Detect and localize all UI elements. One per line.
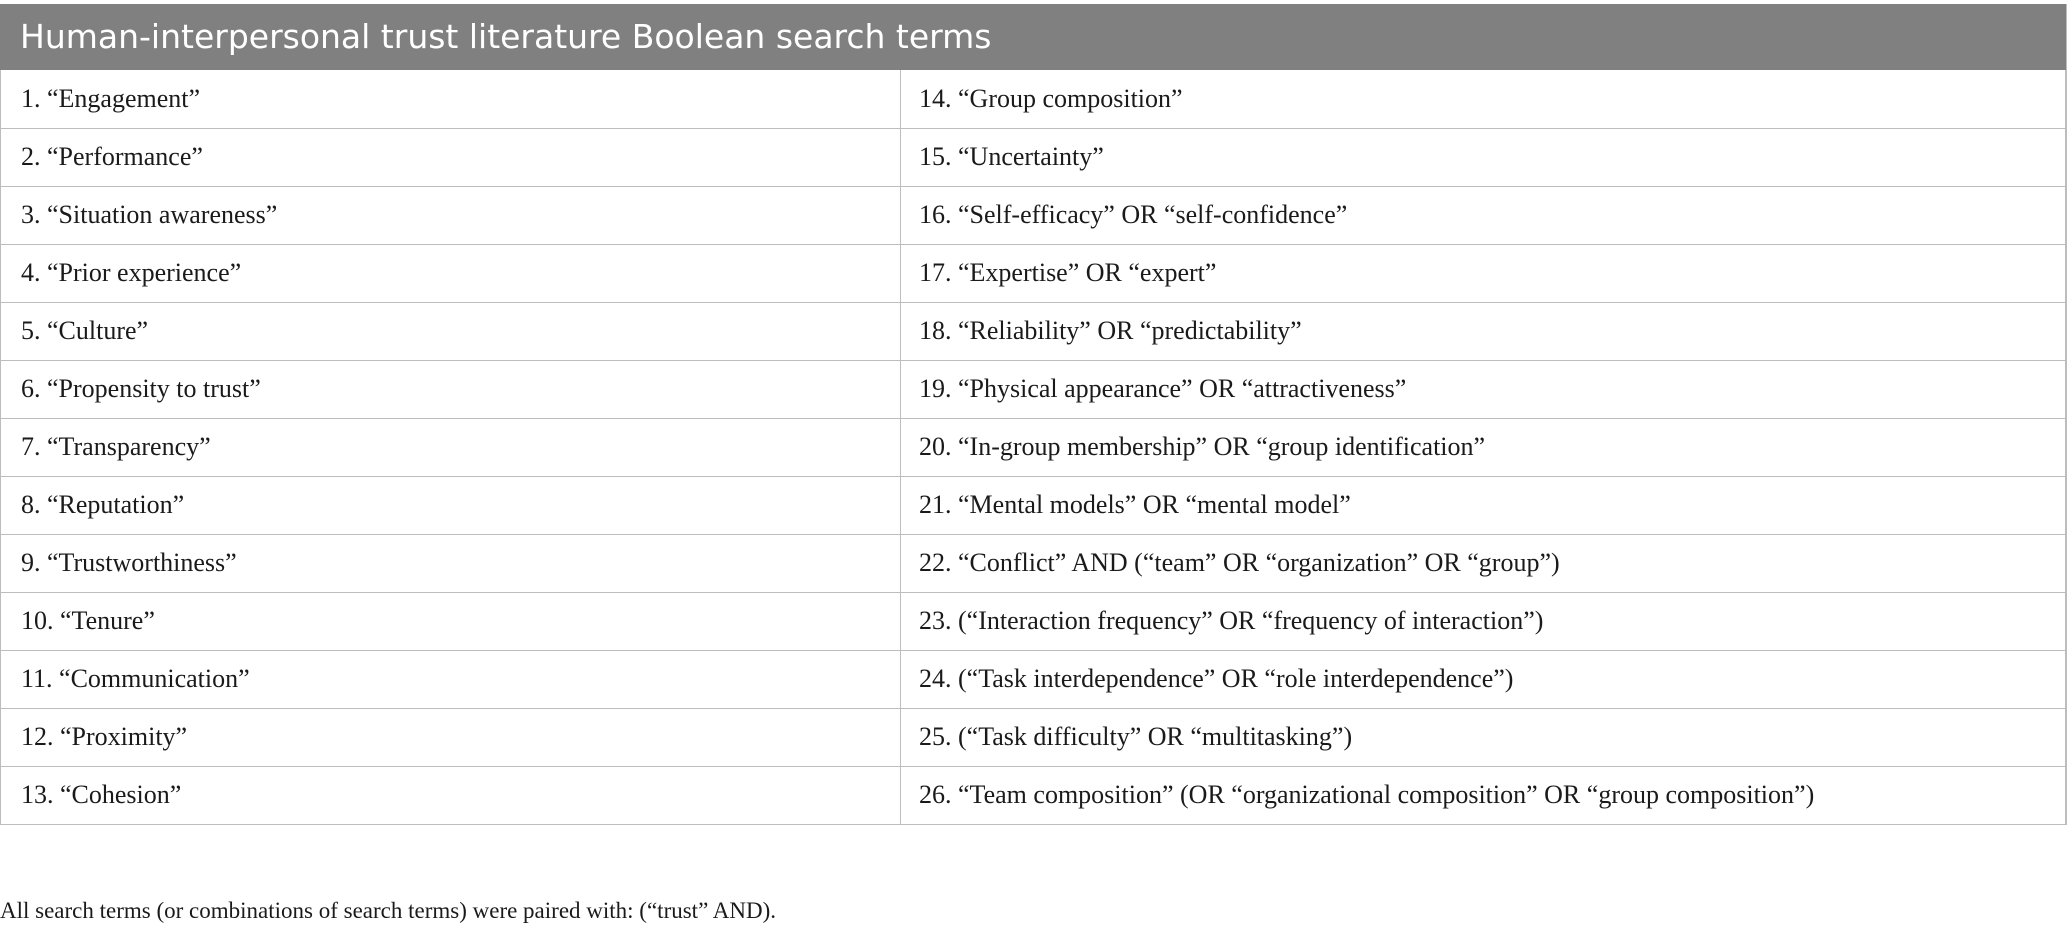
table-cell: 1. “Engagement” [1, 70, 901, 128]
table-cell: 15. “Uncertainty” [901, 128, 2066, 186]
table-cell: 23. (“Interaction frequency” OR “frequency of interaction”) [901, 592, 2066, 650]
table-cell: 11. “Communication” [1, 650, 901, 708]
table-row [1, 302, 2066, 360]
table-cell: 14. “Group composition” [901, 70, 2066, 128]
table-row [1, 534, 2066, 592]
search-terms-grid [0, 70, 2066, 825]
table-cell: 8. “Reputation” [1, 476, 901, 534]
table-row [1, 128, 2066, 186]
table-cell: 19. “Physical appearance” OR “attractiveness” [901, 360, 2066, 418]
table-row [1, 70, 2066, 128]
table-cell: 9. “Trustworthiness” [1, 534, 901, 592]
table-cell: 22. “Conflict” AND (“team” OR “organization” OR “group”) [901, 534, 2066, 592]
search-terms-table [0, 4, 2067, 825]
table-cell: 13. “Cohesion” [1, 766, 901, 824]
table-cell: 24. (“Task interdependence” OR “role interdependence”) [901, 650, 2066, 708]
table-cell: 4. “Prior experience” [1, 244, 901, 302]
table-cell: 25. (“Task difficulty” OR “multitasking”) [901, 708, 2066, 766]
table-cell: 16. “Self-efficacy” OR “self-confidence” [901, 186, 2066, 244]
table-cell: 12. “Proximity” [1, 708, 901, 766]
table-row [1, 476, 2066, 534]
table-cell: 20. “In-group membership” OR “group identification” [901, 418, 2066, 476]
table-footnote: All search terms (or combinations of search terms) were paired with: (“trust” AND). [0, 898, 776, 923]
table-row [1, 244, 2066, 302]
table-cell: 2. “Performance” [1, 128, 901, 186]
table-row [1, 766, 2066, 824]
table-cell: 17. “Expertise” OR “expert” [901, 244, 2066, 302]
table-row [1, 186, 2066, 244]
table-cell: 18. “Reliability” OR “predictability” [901, 302, 2066, 360]
table-row [1, 592, 2066, 650]
table-row [1, 650, 2066, 708]
table-row [1, 708, 2066, 766]
table-cell: 5. “Culture” [1, 302, 901, 360]
table-cell: 6. “Propensity to trust” [1, 360, 901, 418]
table-cell: 7. “Transparency” [1, 418, 901, 476]
table-cell: 3. “Situation awareness” [1, 186, 901, 244]
table-cell: 26. “Team composition” (OR “organizational composition” OR “group composition”) [901, 766, 2066, 824]
table-row [1, 360, 2066, 418]
table-title: Human-interpersonal trust literature Boolean search terms [0, 4, 2066, 70]
table-row [1, 418, 2066, 476]
table-cell: 10. “Tenure” [1, 592, 901, 650]
table-cell: 21. “Mental models” OR “mental model” [901, 476, 2066, 534]
table-body [1, 70, 2066, 824]
